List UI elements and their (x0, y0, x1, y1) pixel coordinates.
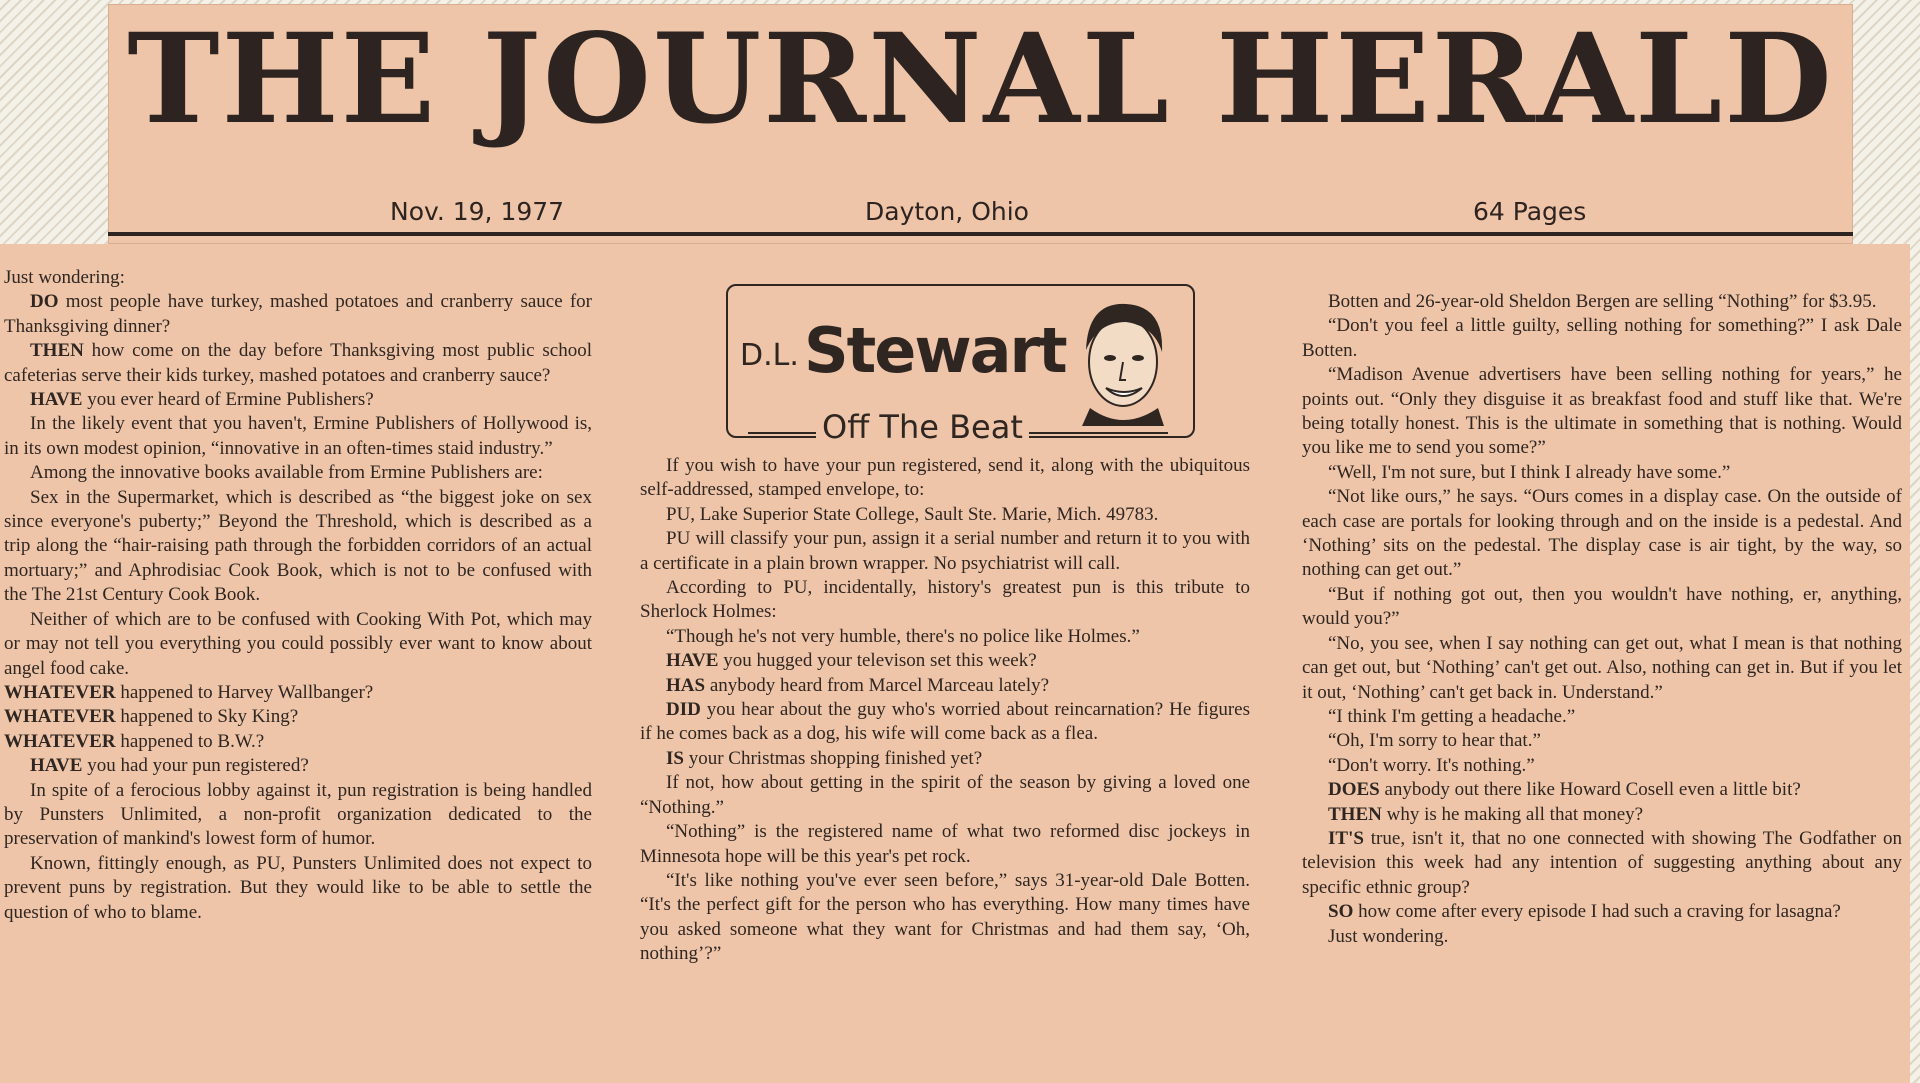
paragraph-text: Neither of which are to be confused with Cooking With Pot, which may or may not tell you everything you could possibly ever want to know about angel food cake. (4, 608, 592, 679)
paragraph (4, 730, 592, 754)
paragraph-text: your Christmas shopping finished yet? (683, 747, 983, 769)
paragraph (1302, 925, 1902, 949)
paragraph-text: Just wondering. (1328, 925, 1449, 947)
paragraph-text: happened to Sky King? (115, 706, 299, 728)
paragraph-text: you had your pun registered? (82, 755, 309, 777)
lead-word: HAVE (30, 389, 83, 411)
paragraph-text: you hear about the guy who's worried about reincarnation? He figures if he comes back as a dog, his wife will come back as a flea. (640, 699, 1250, 745)
lead-word: DO (30, 291, 59, 313)
paragraph-text: you hugged your televison set this week? (718, 650, 1037, 672)
paragraph-text: “Oh, I'm sorry to hear that.” (1328, 730, 1541, 752)
author-initials: D.L. (740, 338, 799, 373)
paragraph-text: how come on the day before Thanksgiving most public school cafeterias serve their kids turkey, mashed potatoes and cranberry sauce? (4, 340, 592, 386)
newspaper-title: THE JOURNAL HERALD (127, 7, 1834, 152)
paragraph-text: “No, you see, when I say nothing can get out, what I mean is that nothing can get out, but ‘Nothing’ can't get out. Also, nothing can get in. But if you let it out, ‘Nothing’ can't get back in. Understand.” (1302, 632, 1902, 703)
paragraph (4, 681, 592, 705)
lead-word: DID (666, 699, 701, 721)
paragraph-text: happened to B.W.? (115, 730, 265, 752)
paragraph-text: PU, Lake Superior State College, Sault Ste. Marie, Mich. 49783. (666, 503, 1159, 525)
paragraph-text: PU will classify your pun, assign it a serial number and return it to you with a certificate in a plain brown wrapper. No psychiatrist will call. (640, 528, 1250, 574)
paragraph-text: anybody out there like Howard Cosell even a little bit? (1379, 779, 1801, 801)
paragraph (4, 290, 592, 339)
paragraph (1302, 314, 1902, 363)
paragraph (4, 705, 592, 729)
paragraph (1302, 778, 1902, 802)
masthead-rule (108, 232, 1853, 236)
paragraph (640, 454, 1250, 503)
lead-word: WHATEVER (4, 706, 116, 728)
paragraph-text: “Don't you feel a little guilty, selling nothing for something?” I ask Dale Botten. (1302, 315, 1902, 361)
paragraph (640, 771, 1250, 820)
paragraph (4, 266, 592, 290)
lead-word: SO (1328, 901, 1354, 923)
paragraph (1302, 461, 1902, 485)
paragraph (4, 461, 592, 485)
paragraph-text: “But if nothing got out, then you wouldn't have nothing, er, anything, would you?” (1302, 583, 1902, 630)
issue-date: Nov. 19, 1977 (390, 197, 565, 226)
paragraph-text: “It's like nothing you've ever seen before,” says 31-year-old Dale Botten. “It's the perfect gift for the person who has everything. How many times have you asked someone what they want for Christmas and had them say, ‘Oh, nothing’?” (640, 869, 1250, 965)
paragraph (640, 527, 1250, 576)
paragraph (4, 779, 592, 852)
paragraph (640, 747, 1250, 771)
paragraph (640, 625, 1250, 649)
paragraph-text: anybody heard from Marcel Marceau lately? (705, 674, 1050, 696)
paragraph-text: “Don't worry. It's nothing.” (1328, 754, 1535, 776)
paragraph-text: Known, fittingly enough, as PU, Punsters Unlimited does not expect to prevent puns by registration. But they would like to be able to settle the question of who to blame. (4, 852, 592, 923)
paragraph (640, 820, 1250, 869)
paragraph (640, 503, 1250, 527)
lead-word: IS (666, 747, 684, 769)
paragraph (1302, 827, 1902, 900)
lead-word: THEN (30, 340, 84, 362)
paragraph-text: “Though he's not very humble, there's no police like Holmes.” (666, 625, 1140, 647)
paragraph (640, 674, 1250, 698)
paragraph-text: According to PU, incidentally, history's greatest pun is this tribute to Sherlock Holmes: (640, 577, 1250, 623)
paragraph (4, 412, 592, 461)
paragraph-text: why is he making all that money? (1381, 803, 1644, 825)
paragraph (1302, 900, 1902, 924)
paragraph-text: you ever heard of Ermine Publishers? (82, 389, 374, 411)
lead-word: HAVE (666, 650, 719, 672)
paragraph-text: happened to Harvey Wallbanger? (115, 681, 374, 703)
author-portrait (1068, 292, 1178, 426)
article-column-1 (4, 266, 592, 925)
lead-word: WHATEVER (4, 730, 116, 752)
lead-word: DOES (1328, 779, 1380, 801)
paragraph (1302, 485, 1902, 583)
column-logo (726, 284, 1195, 446)
paragraph (1302, 583, 1902, 632)
paragraph-text: If not, how about getting in the spirit of the season by giving a loved one “Nothing.” (640, 772, 1250, 818)
paragraph-text: how come after every episode I had such a craving for lasagna? (1353, 901, 1841, 923)
lead-word: HAVE (30, 755, 83, 777)
article-column-2 (640, 454, 1250, 967)
paragraph (1302, 803, 1902, 827)
paragraph-text: true, isn't it, that no one connected with showing The Godfather on television this week had any intention of suggesting anything about any specific ethnic group? (1302, 827, 1902, 898)
paragraph (1302, 754, 1902, 778)
paragraph-text: In the likely event that you haven't, Ermine Publishers of Hollywood is, in its own modest opinion, “innovative in an often-times staid industry.” (4, 413, 592, 459)
paragraph-text: “Well, I'm not sure, but I think I already have some.” (1328, 461, 1731, 483)
paragraph (4, 339, 592, 388)
paragraph (640, 649, 1250, 673)
lead-word: WHATEVER (4, 681, 116, 703)
lead-word: IT'S (1328, 827, 1364, 849)
paragraph (4, 388, 592, 412)
masthead (108, 4, 1853, 244)
paragraph-text: Among the innovative books available from Ermine Publishers are: (30, 462, 543, 484)
page-count: 64 Pages (1473, 197, 1587, 226)
paragraph (4, 486, 592, 608)
paragraph-text: Just wondering: (4, 267, 125, 288)
article-column-3 (1302, 290, 1902, 949)
paragraph-text: most people have turkey, mashed potatoes and cranberry sauce for Thanksgiving dinner? (4, 291, 592, 337)
paragraph (4, 754, 592, 778)
paragraph (1302, 705, 1902, 729)
paragraph-text: “Madison Avenue advertisers have been selling nothing for years,” he points out. “Only they disguise it as breakfast food and stuff like that. We're being totally honest. This is the ultimate in something that is nothing. Would you like me to send you some?” (1302, 364, 1902, 459)
paragraph-text: Botten and 26-year-old Sheldon Bergen are selling “Nothing” for $3.95. (1328, 291, 1877, 312)
paragraph-text: “Not like ours,” he says. “Ours comes in a display case. On the outside of each case are portals for looking through and on the inside is a pedestal. And ‘Nothing’ sits on the pedestal. The display case is air tight, by the way, so nothing can get out.” (1302, 486, 1902, 581)
article-clipping (0, 244, 1910, 1083)
paragraph-text: Sex in the Supermarket, which is described as “the biggest joke on sex since everyone's puberty;” Beyond the Threshold, which is described as a trip along the “hair-raising path through the forbidden corridors of an actual mortuary;” and Aphrodisiac Cook Book, which is not to be confused with the The 21st Century Cook Book. (4, 486, 592, 606)
paragraph-text: “I think I'm getting a headache.” (1328, 705, 1576, 727)
column-subtitle: Off The Beat (816, 408, 1029, 446)
paragraph (1302, 729, 1902, 753)
paragraph (640, 869, 1250, 967)
lead-word: THEN (1328, 803, 1382, 825)
lead-word: HAS (666, 674, 706, 696)
paragraph (4, 608, 592, 681)
author-name: Stewart (804, 314, 1066, 387)
paragraph (1302, 632, 1902, 705)
paragraph (640, 698, 1250, 747)
paragraph (1302, 363, 1902, 461)
paragraph-text: “Nothing” is the registered name of what two reformed disc jockeys in Minnesota hope will be this year's pet rock. (640, 821, 1250, 867)
issue-place: Dayton, Ohio (865, 197, 1029, 226)
paragraph (4, 852, 592, 925)
paragraph (1302, 290, 1902, 314)
paragraph (640, 576, 1250, 625)
paragraph-text: If you wish to have your pun registered, send it, along with the ubiquitous self-addressed, stamped envelope, to: (640, 455, 1250, 501)
paragraph-text: In spite of a ferocious lobby against it, pun registration is being handled by Punsters Unlimited, a non-profit organization dedicated to the preservation of mankind's lowest form of humor. (4, 779, 592, 850)
